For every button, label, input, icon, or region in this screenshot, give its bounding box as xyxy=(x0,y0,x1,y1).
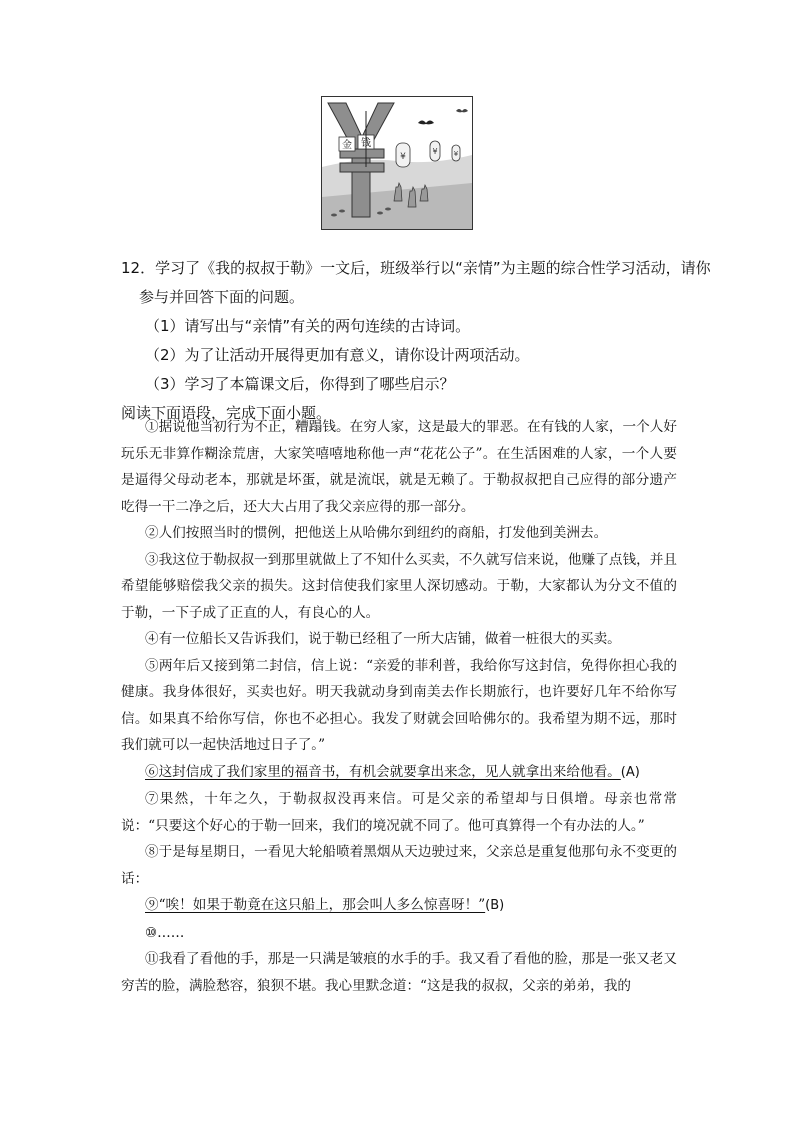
reading-passage xyxy=(121,414,677,999)
question-stem-line2: 参与并回答下面的问题。 xyxy=(139,288,305,306)
question-sub-2: （2）为了让活动开展得更加有意义，请你设计两项活动。 xyxy=(145,346,530,364)
sign-char-gold: 金 xyxy=(342,140,352,151)
svg-text:¥: ¥ xyxy=(432,147,438,156)
underlined-sentence-a: ⑥这封信成了我们家里的福音书，有机会就要拿出来念，见人就拿出来给他看。 xyxy=(145,763,621,780)
cartoon-illustration xyxy=(322,97,472,229)
label-b: (B) xyxy=(485,898,505,913)
passage-paragraph-2: ②人们按照当时的惯例，把他送上从哈佛尔到纽约的商船，打发他到美洲去。 xyxy=(145,525,608,541)
passage-paragraph-9 xyxy=(121,892,677,920)
label-a: (A) xyxy=(620,764,640,780)
passage-paragraph-6 xyxy=(121,759,677,787)
reading-intro: 阅读下面语段，完成下面小题。 xyxy=(121,404,332,422)
passage-paragraph-8: ⑧于是每星期日，一看见大轮船喷着黑烟从天边驶过来，父亲总是重复他那句永不变更的话： xyxy=(121,844,677,887)
question-sub-3: （3）学习了本篇课文后，你得到了哪些启示？ xyxy=(145,375,455,393)
svg-text:¥: ¥ xyxy=(453,150,459,158)
passage-paragraph-4: ④有一位船长又告诉我们，说于勒已经租了一所大店铺，做着一桩很大的买卖。 xyxy=(145,631,621,647)
question-stem-line1: 12．学习了《我的叔叔于勒》一文后，班级举行以“亲情”为主题的综合性学习活动，请你 xyxy=(121,259,711,277)
sign-char-money: 钱 xyxy=(361,138,371,149)
passage-paragraph-3: ③我这位于勒叔叔一到那里就做上了不知什么买卖，不久就写信来说，他赚了点钱，并且希望能够赔偿我父亲的损失。这封信使我们家里人深切感动。于勒，大家都认为分文不值的于勒，一下子成了正直的人，有良心的人。 xyxy=(121,551,677,621)
svg-text:¥: ¥ xyxy=(400,152,406,162)
passage-paragraph-11: ⑪我看了看他的手，那是一只满是皱痕的水手的手。我又看了看他的脸，那是一张又老又穷苦的脸，满脸愁容，狼狈不堪。我心里默念道：“这是我的叔叔，父亲的弟弟，我的 xyxy=(121,951,677,994)
question-sub-1: （1）请写出与“亲情”有关的两句连续的古诗词。 xyxy=(145,317,471,335)
passage-paragraph-5: ⑤两年后又接到第二封信，信上说：“亲爱的菲利普，我给你写这封信，免得你担心我的健康。我身体很好，买卖也好。明天我就动身到南美去作长期旅行，也许要好几年不给你写信。如果真不给你写信，你也不必担心。我发了财就会回哈佛尔的。我希望为期不远，那时我们就可以一起快活地过日子了。” xyxy=(121,657,677,753)
passage-paragraph-1: ①据说他当初行为不正，糟蹋钱。在穷人家，这是最大的罪恶。在有钱的人家，一个人好玩乐无非算作糊涂荒唐，大家笑嘻嘻地称他一声“花花公子”。在生活困难的人家，一个人要是逼得父母动老本，那就是坏蛋，就是流氓，就是无赖了。于勒叔叔把自己应得的部分遗产吃得一干二净之后，还大大占用了我父亲应得的那一部分。 xyxy=(121,419,677,515)
illustration-money-sign xyxy=(321,96,473,230)
passage-paragraph-10: ⑩…… xyxy=(145,924,185,941)
question-12 xyxy=(121,254,711,428)
passage-paragraph-7: ⑦果然，十年之久，于勒叔叔没再来信。可是父亲的希望却与日俱增。母亲也常常说：“只要这个好心的于勒一回来，我们的境况就不同了。他可真算得一个有办法的人。” xyxy=(121,791,677,834)
underlined-sentence-b: ⑨“唉！如果于勒竟在这只船上，那会叫人多么惊喜呀！” xyxy=(145,897,486,913)
